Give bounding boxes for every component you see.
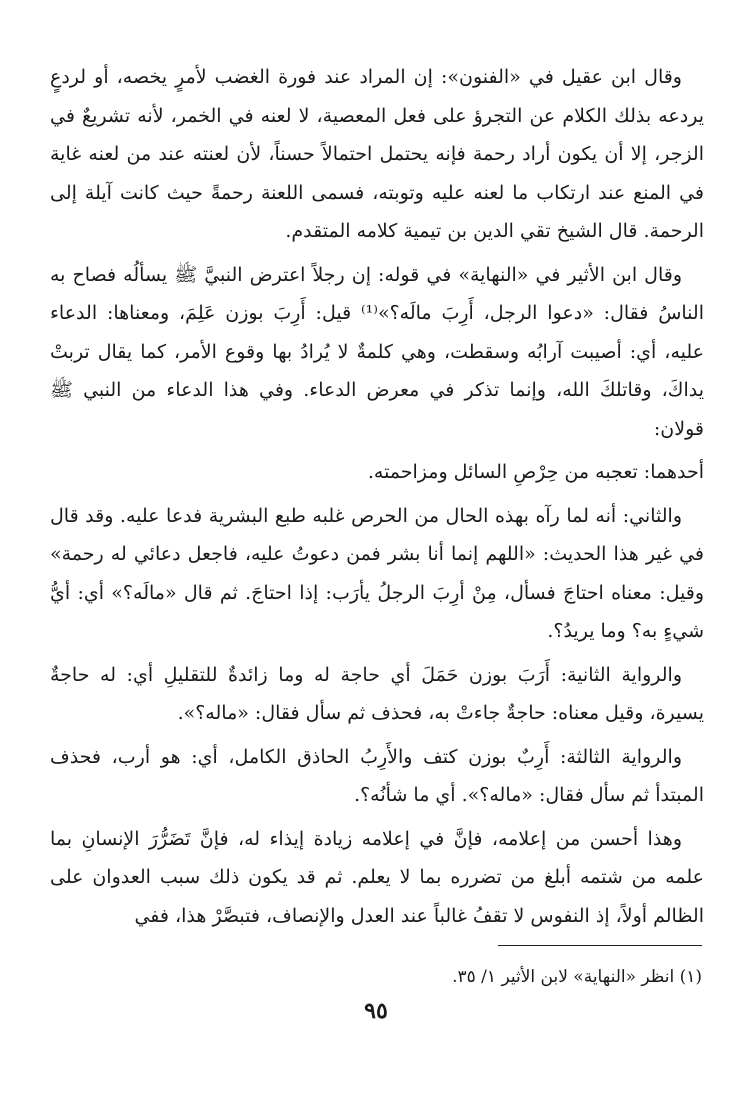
paragraph-conclusion: وهذا أحسن من إعلامه، فإنَّ في إعلامه زيادة إيذاء له، فإنَّ تَضَرُّرَ الإنسانِ بما علمه من شتمه أبلغ من تضرره بما لا يعلم. ثم قد يكون ذلك سبب العدوان على الظالم أولاً، إذ النفوس لا تقفُ غالباً عند العدل والإنصاف، فتبصَّرْ هذا، ففي [50, 827, 704, 927]
main-text [50, 58, 704, 935]
paragraph-second-narration: والرواية الثانية: أَرَبَ بوزن حَمَلَ أي حاجة له وما زائدةٌ للتقليلِ أي: له حاجةٌ يسيرة، وقيل معناه: حاجةٌ جاءتْ به، فحذف ثم سأل فقال: «ماله؟». [50, 663, 704, 724]
footnote: (١) انظر «النهاية» لابن الأثير ١/ ٣٥. [452, 967, 702, 987]
paragraph-third-narration: والرواية الثالثة: أَرِبٌ بوزن كتف والأَرِبُ الحاذق الكامل، أي: هو أرب، فحذف المبتدأ ثم سأل فقال: «ماله؟». أي ما شأنُه؟. [50, 745, 704, 806]
page-number: ٩٥ [364, 998, 388, 1024]
footnote-divider [498, 945, 702, 946]
paragraph-ibn-aqil: وقال ابن عقيل في «الفنون»: إن المراد عند فورة الغضب لأمرٍ يخصه، أو لردعٍ يردعه بذلك الكلام عن التجرؤ على فعل المعصية، لا لعنه في الخمر، لأنه تشريعٌ في الزجر، إلا أن يكون أراد رحمة فإنه يحتمل احتمالاً حسناً، لأن لعنته عند من لعنه غاية في المنع عند ارتكاب ما لعنه عليه وتوبته، فسمى اللعنة رحمةً حيث كانت آيلة إلى الرحمة. قال الشيخ تقي الدين بن تيمية كلامه المتقدم. [50, 66, 704, 242]
paragraph-first-opinion: أحدهما: تعجبه من حِرْصِ السائل ومزاحمته. [367, 461, 704, 483]
paragraph-second-opinion: والثاني: أنه لما رآه بهذه الحال من الحرص غلبه طبع البشرية فدعا عليه. وقد قال في غير هذا الحديث: «اللهم إنما أنا بشر فمن دعوتُ عليه، فاجعل دعائي له رحمة» وقيل: معناه احتاجَ فسأل، مِنْ أرِبَ الرجلُ يأرَب: إذا احتاجَ. ثم قال «مالَه؟» أي: أيُّ شيءٍ به؟ وما يريدُ؟. [50, 504, 704, 642]
paragraph-ibn-al-athir: وقال ابن الأثير في «النهاية» في قوله: إن رجلاً اعترض النبيَّ ﷺ يسألُه فصاح به الناسُ فقال: «دعوا الرجل، أَرِبَ مالَه؟»⁽¹⁾ قيل: أَرِبَ بوزن عَلِمَ، ومعناها: الدعاء عليه، أي: أصيبت آرابُه وسقطت، وهي كلمةٌ لا يُرادُ بها وقوع الأمر، كما يقال تربتْ يداكَ، وقاتلكَ الله، وإنما تذكر في معرض الدعاء. وفي هذا الدعاء من النبي ﷺ قولان: [50, 263, 704, 440]
